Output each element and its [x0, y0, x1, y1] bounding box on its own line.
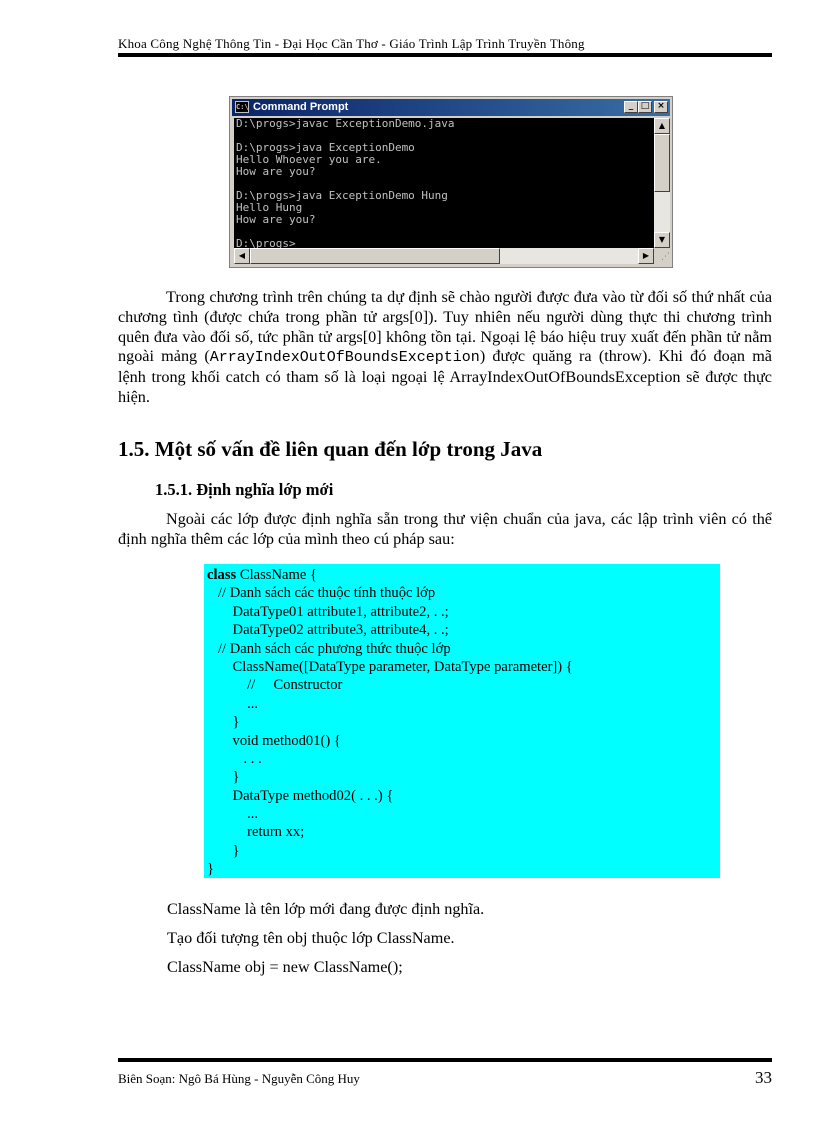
header-rule — [118, 53, 772, 57]
console-output[interactable] — [234, 118, 654, 248]
console-line — [234, 226, 654, 238]
console-line: D:\progs>java ExceptionDemo Hung — [236, 189, 448, 202]
paragraph-text: Ngoài các lớp được định nghĩa sẵn trong thư viện chuẩn của java, các lập trình viên có thể định nghĩa thêm các lớp của mình theo cú pháp sau: — [118, 510, 772, 548]
code-line: } — [207, 714, 240, 731]
window-title: Command Prompt — [253, 101, 349, 113]
intro-paragraph — [118, 510, 772, 550]
window-titlebar[interactable] — [232, 99, 670, 116]
code-line — [204, 566, 720, 584]
text-line: ClassName là tên lớp mới đang được định nghĩa. — [167, 900, 485, 918]
code-line: } — [207, 842, 240, 859]
horizontal-scrollbar[interactable] — [234, 248, 654, 264]
code-line: DataType01 attribute1, attribute2, . .; — [207, 603, 449, 620]
page-header: Khoa Công Nghệ Thông Tin - Đại Học Cần Thơ - Giáo Trình Lập Trình Truyền Thông — [118, 36, 585, 51]
scroll-right-arrow-icon[interactable]: ▶ — [638, 248, 654, 264]
resize-grip-icon[interactable]: ⋰ — [654, 248, 670, 264]
code-line: ... — [207, 806, 259, 823]
console-line: D:\progs>java ExceptionDemo — [236, 141, 415, 154]
class-syntax-code-block — [204, 564, 720, 878]
subsection-heading: 1.5.1. Định nghĩa lớp mới — [155, 480, 334, 499]
code-line: // Danh sách các thuộc tính thuộc lớp — [207, 585, 436, 602]
paragraph-text: ) được quăng ra (throw). Khi đó đoạn mã lệnh trong khối catch có tham số là loại ngoại lệ ArrayIndexOutOfBoundsException sẽ được thực hiện. — [118, 347, 772, 406]
code-keyword: class — [207, 567, 237, 583]
code-line: } — [207, 769, 240, 786]
close-button[interactable]: × — [654, 101, 668, 113]
console-line: Hello Hung — [236, 201, 303, 214]
inline-code: ArrayIndexOutOfBoundsException — [209, 349, 480, 367]
code-line: return xx; — [207, 824, 305, 841]
vertical-scrollbar[interactable] — [654, 118, 670, 248]
scroll-up-arrow-icon[interactable]: ▲ — [654, 118, 670, 134]
code-line: } — [207, 861, 215, 878]
maximize-button[interactable]: □ — [638, 101, 652, 113]
console-line: How are you? — [236, 213, 316, 226]
explanation-paragraph — [118, 288, 772, 408]
code-line: // Danh sách các phương thức thuộc lớp — [207, 640, 451, 657]
console-line: D:\progs>javac ExceptionDemo.java — [236, 118, 455, 130]
code-line: // Constructor — [207, 677, 343, 694]
command-prompt-window — [229, 96, 673, 268]
scroll-left-arrow-icon[interactable]: ◀ — [234, 248, 250, 264]
minimize-button[interactable]: _ — [624, 101, 638, 113]
page-number: 33 — [755, 1068, 772, 1087]
console-app-icon[interactable]: C:\ — [236, 103, 249, 111]
footer-rule — [118, 1058, 772, 1062]
code-line: . . . — [207, 750, 262, 767]
code-line: DataType02 attribute3, attribute4, . .; — [207, 622, 449, 639]
console-line: Hello Whoever you are. — [236, 153, 382, 166]
console-line: D:\progs> — [236, 237, 296, 248]
paragraph-text: Trong chương trình trên chúng ta dự định sẽ chào người được đưa vào từ đối số thứ nhất của chương tình (được chứa trong phần tử args[0]). Tuy nhiên nếu người dùng thực thi chương trình quên đưa vào đối số, tức phần tử args[0] không tồn tại. Ngoại lệ báo hiệu truy xuất đến phần tử nằm ngoài mảng ( — [118, 288, 772, 366]
code-line: ... — [207, 695, 259, 712]
code-text: ClassName { — [236, 567, 317, 583]
text-line: Tạo đối tượng tên obj thuộc lớp ClassName. — [167, 929, 455, 947]
code-line: DataType method02( . . .) { — [207, 787, 394, 804]
footer-authors: Biên Soạn: Ngô Bá Hùng - Nguyễn Công Huy — [118, 1071, 360, 1086]
console-line: How are you? — [236, 165, 316, 178]
horizontal-scroll-thumb[interactable] — [250, 248, 500, 264]
section-heading: 1.5. Một số vấn đề liên quan đến lớp trong Java — [118, 437, 543, 461]
vertical-scroll-thumb[interactable] — [654, 134, 670, 192]
code-line: ClassName([DataType parameter, DataType parameter]) { — [207, 658, 573, 675]
scroll-down-arrow-icon[interactable]: ▼ — [654, 232, 670, 248]
code-line: void method01() { — [207, 732, 341, 749]
text-line: ClassName obj = new ClassName(); — [167, 958, 403, 976]
